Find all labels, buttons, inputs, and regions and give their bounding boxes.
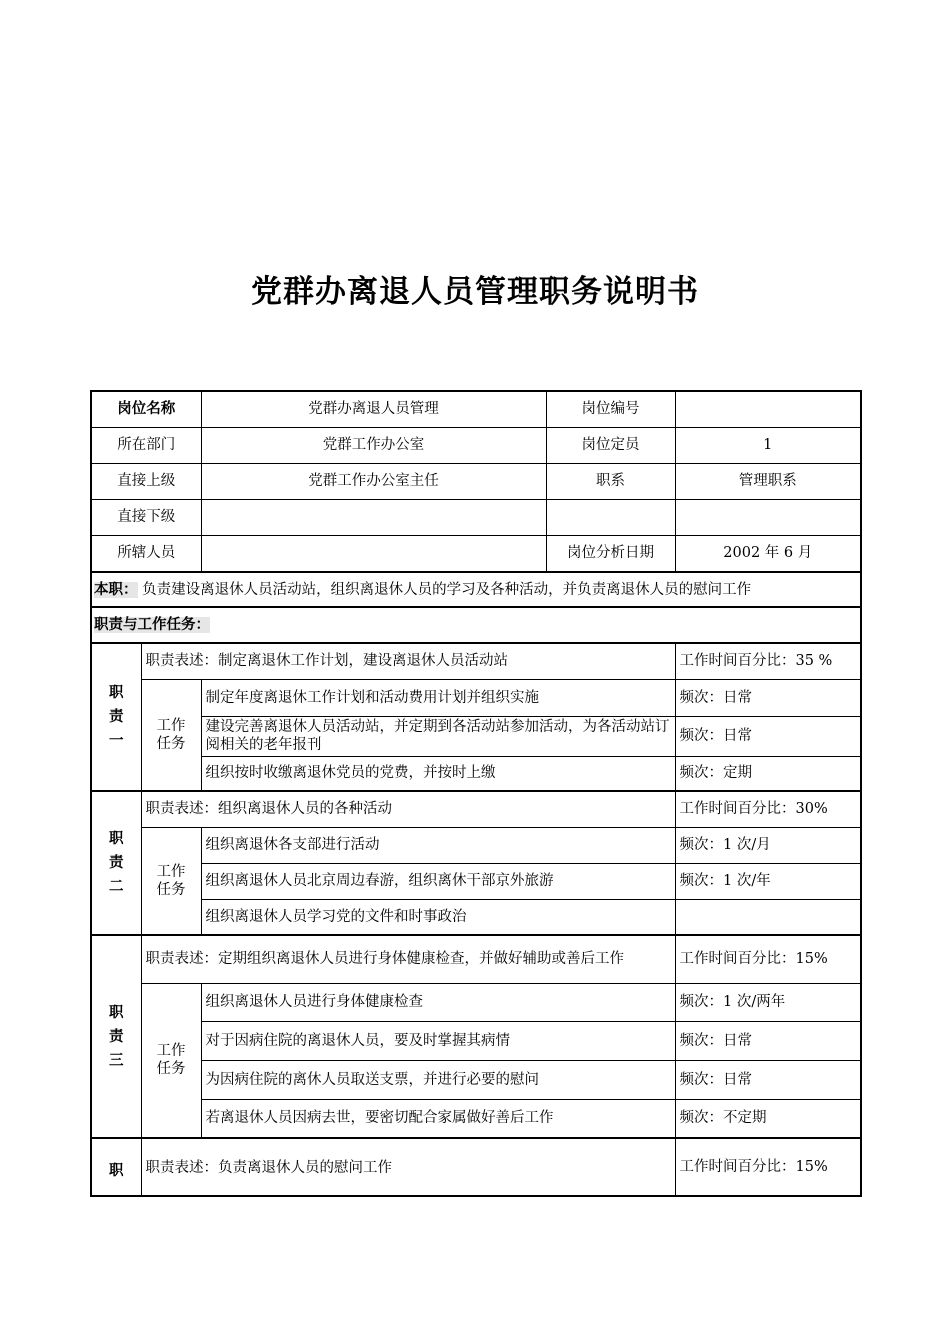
document-title: 党群办离退人员管理职务说明书 [251,274,699,310]
task-freq: 频次：定期 [675,756,861,791]
blank-label [546,499,675,535]
task-freq: 频次：不定期 [675,1099,861,1138]
duty-text: 负责建设离退休人员活动站，组织离退休人员的学习及各种活动，并负责离退休人员的慰问工作 [142,581,752,598]
responsibility-1-pct: 工作时间百分比：35 % [675,643,861,679]
headcount-value: 1 [675,427,861,463]
responsibility-4-desc-row [91,1138,861,1196]
job-description-table [90,390,862,1197]
task-row [91,1099,861,1138]
task-freq: 频次：日常 [675,1021,861,1060]
job-family-value: 管理职系 [675,463,861,499]
task-row [91,863,861,899]
position-code-value [675,391,861,427]
task-freq: 频次：日常 [675,1060,861,1099]
task-text: 建设完善离退休人员活动站，并定期到各活动站参加活动，为各活动站订阅相关的老年报刊 [201,716,675,756]
header-row [91,391,861,427]
responsibility-1-desc: 职责表述：制定离退休工作计划，建设离退休人员活动站 [141,643,675,679]
supervisor-label: 直接上级 [91,463,201,499]
duty-row [91,572,861,607]
task-text: 组织按时收缴离退休党员的党费，并按时上缴 [201,756,675,791]
position-code-label: 岗位编号 [546,391,675,427]
task-row [91,827,861,863]
subordinate-label: 直接下级 [91,499,201,535]
task-text: 组织离退休各支部进行活动 [201,827,675,863]
position-name-label: 岗位名称 [91,391,201,427]
task-row [91,1060,861,1099]
task-row [91,679,861,716]
task-freq: 频次：日常 [675,679,861,716]
blank-value [675,499,861,535]
task-row [91,899,861,935]
task-label: 工作 任务 [141,679,201,791]
managed-staff-value [201,535,546,572]
task-row [91,756,861,791]
section-title-row [91,607,861,643]
responsibility-3-pct: 工作时间百分比：15% [675,935,861,983]
responsibility-2-desc: 职责表述：组织离退休人员的各种活动 [141,791,675,827]
job-family-label: 职系 [546,463,675,499]
task-freq: 频次：日常 [675,716,861,756]
task-freq: 频次：1 次/月 [675,827,861,863]
supervisor-value: 党群工作办公室主任 [201,463,546,499]
responsibility-4-pct: 工作时间百分比：15% [675,1138,861,1196]
responsibility-4-name: 职 [91,1138,141,1196]
responsibility-2-pct: 工作时间百分比：30% [675,791,861,827]
subordinate-value [201,499,546,535]
task-label: 工作 任务 [141,827,201,935]
responsibility-3-desc: 职责表述：定期组织离退休人员进行身体健康检查，并做好辅助或善后工作 [141,935,675,983]
department-label: 所在部门 [91,427,201,463]
task-row [91,716,861,756]
responsibility-1-desc-row [91,643,861,679]
header-row [91,499,861,535]
duty-label: 本职： [94,581,138,598]
header-row [91,463,861,499]
task-text: 若离退休人员因病去世，要密切配合家属做好善后工作 [201,1099,675,1138]
task-text: 组织离退休人员北京周边春游，组织离休干部京外旅游 [201,863,675,899]
department-value: 党群工作办公室 [201,427,546,463]
responsibility-2-desc-row [91,791,861,827]
task-text: 组织离退休人员学习党的文件和时事政治 [201,899,675,935]
analysis-date-label: 岗位分析日期 [546,535,675,572]
task-label: 工作 任务 [141,983,201,1138]
task-text: 对于因病住院的离退休人员，要及时掌握其病情 [201,1021,675,1060]
responsibility-1-name: 职 责 一 [91,643,141,791]
task-row [91,1021,861,1060]
section-title: 职责与工作任务： [94,617,210,633]
task-freq: 频次：1 次/年 [675,863,861,899]
responsibility-3-name: 职 责 三 [91,935,141,1138]
responsibility-4-desc: 职责表述：负责离退休人员的慰问工作 [141,1138,675,1196]
task-text: 为因病住院的离休人员取送支票，并进行必要的慰问 [201,1060,675,1099]
responsibility-2-name: 职 责 二 [91,791,141,935]
task-row [91,983,861,1021]
managed-staff-label: 所辖人员 [91,535,201,572]
headcount-label: 岗位定员 [546,427,675,463]
task-text: 组织离退休人员进行身体健康检查 [201,983,675,1021]
header-row [91,427,861,463]
position-name-value: 党群办离退人员管理 [201,391,546,427]
task-freq [675,899,861,935]
responsibility-3-desc-row [91,935,861,983]
task-freq: 频次：1 次/两年 [675,983,861,1021]
task-text: 制定年度离退休工作计划和活动费用计划并组织实施 [201,679,675,716]
header-row [91,535,861,572]
analysis-date-value: 2002 年 6 月 [675,535,861,572]
